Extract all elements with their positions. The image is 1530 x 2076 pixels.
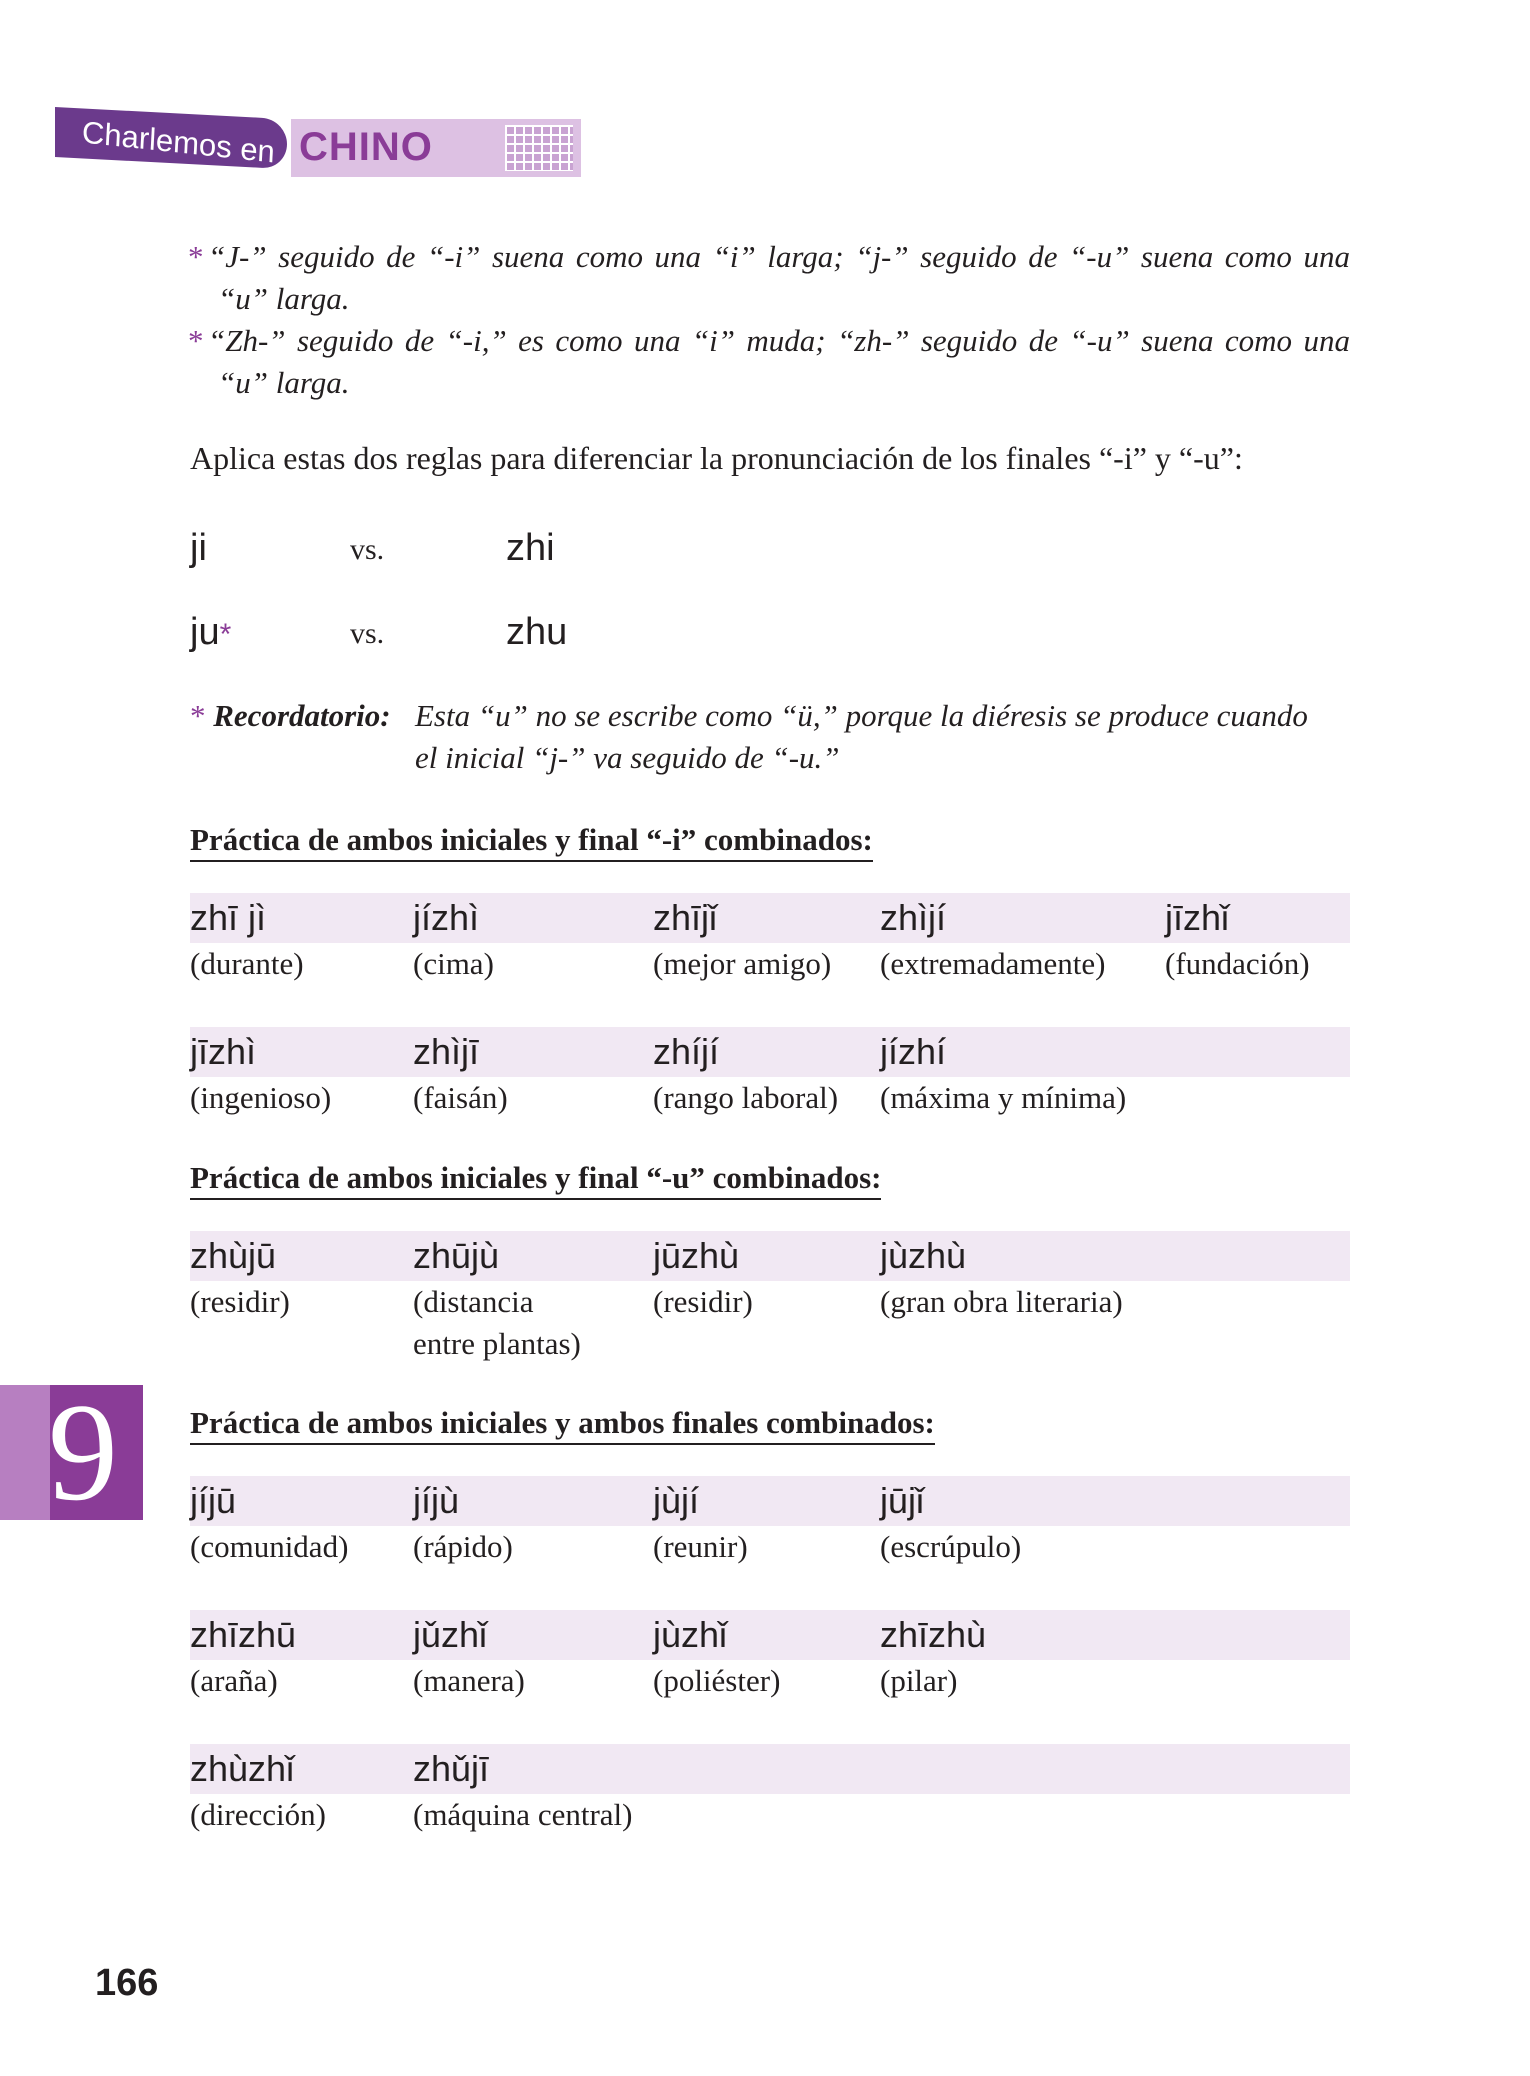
vocab-item: zhíjí (rango laboral) (653, 1031, 839, 1115)
comparison-right: zhi (506, 527, 555, 569)
vocab-item: jùjí (reunir) (653, 1480, 748, 1564)
section-title: Práctica de ambos iniciales y final “-u” combinados: (190, 1160, 881, 1200)
comparison-vs: vs. (350, 533, 385, 566)
rule-j (190, 236, 1350, 320)
reminder-note (190, 695, 1350, 775)
comparison-right: zhu (506, 611, 568, 653)
reminder-body: Esta “u” no se escribe como “ü,” porque la diéresis se produce cuando el inicial “j-” va seguido de “-u.” (415, 698, 1308, 775)
vocab-item: zhǔjī (máquina central) (413, 1748, 633, 1832)
vocab-item: zhī jì (durante) (190, 897, 304, 981)
vocab-item: zhījǐ (mejor amigo) (653, 897, 832, 981)
comparison-left: ju* (190, 611, 232, 653)
vocab-item: jíjū (comunidad) (190, 1480, 349, 1564)
vocab-item: jīzhì (ingenioso) (190, 1031, 332, 1115)
page-number: 166 (95, 1962, 159, 2004)
chapter-tab (0, 1375, 143, 1530)
vocab-item: jūjǐ (escrúpulo) (880, 1480, 1022, 1564)
comparison-vs: vs. (350, 617, 385, 650)
rule-text: “Zh-” seguido de “-i,” es como una “i” muda; “zh-” seguido de “-u” suena como una “u” larga. (208, 323, 1350, 400)
comparison-left: ji (190, 527, 207, 569)
vocab-item: zhùjū (residir) (190, 1235, 290, 1319)
logo-grid-icon (505, 125, 573, 171)
logo-left-banner (55, 107, 287, 169)
vocab-item: jíjù (rápido) (413, 1480, 513, 1564)
header-logo (55, 105, 535, 177)
reminder-star: * (219, 618, 232, 651)
vocab-item: zhūjù (distancia entre plantas) (413, 1235, 581, 1361)
vocab-item: jízhì (cima) (413, 897, 494, 981)
vocab-item: jízhí (máxima y mínima) (880, 1031, 1127, 1115)
vocab-item: zhùzhǐ (dirección) (190, 1748, 326, 1832)
section-title: Práctica de ambos iniciales y final “-i” combinados: (190, 822, 873, 862)
vocab-item: zhīzhū (araña) (190, 1614, 297, 1698)
section-title: Práctica de ambos iniciales y ambos finales combinados: (190, 1405, 935, 1445)
vocab-item: jūzhù (residir) (653, 1235, 753, 1319)
instruction-text: Aplica estas dos reglas para diferenciar la pronunciación de los finales “-i” y “-u”: (190, 440, 1243, 476)
bullet-star: * (190, 698, 206, 733)
bullet-star: * (188, 323, 204, 358)
rule-zh (190, 320, 1350, 404)
logo-right-banner (291, 119, 581, 177)
vocab-item: zhīzhù (pilar) (880, 1614, 987, 1698)
rule-text: “J-” seguido de “-i” suena como una “i” larga; “j-” seguido de “-u” suena como una “u” larga. (208, 239, 1350, 316)
chapter-number: 9 (48, 1375, 118, 1530)
vocab-item: jǔzhǐ (manera) (413, 1614, 525, 1698)
vocab-item: jīzhǐ (fundación) (1165, 897, 1310, 981)
bullet-star: * (188, 239, 204, 274)
vocab-item: jùzhù (gran obra literaria) (880, 1235, 1123, 1319)
logo-left-text: Charlemos en (81, 114, 276, 170)
reminder-label: Recordatorio: (213, 698, 391, 733)
vocab-item: jùzhǐ (poliéster) (653, 1614, 781, 1698)
vocab-item: zhìjī (faisán) (413, 1031, 508, 1115)
vocab-item: zhìjí (extremadamente) (880, 897, 1106, 981)
logo-right-text: CHINO (299, 125, 433, 169)
